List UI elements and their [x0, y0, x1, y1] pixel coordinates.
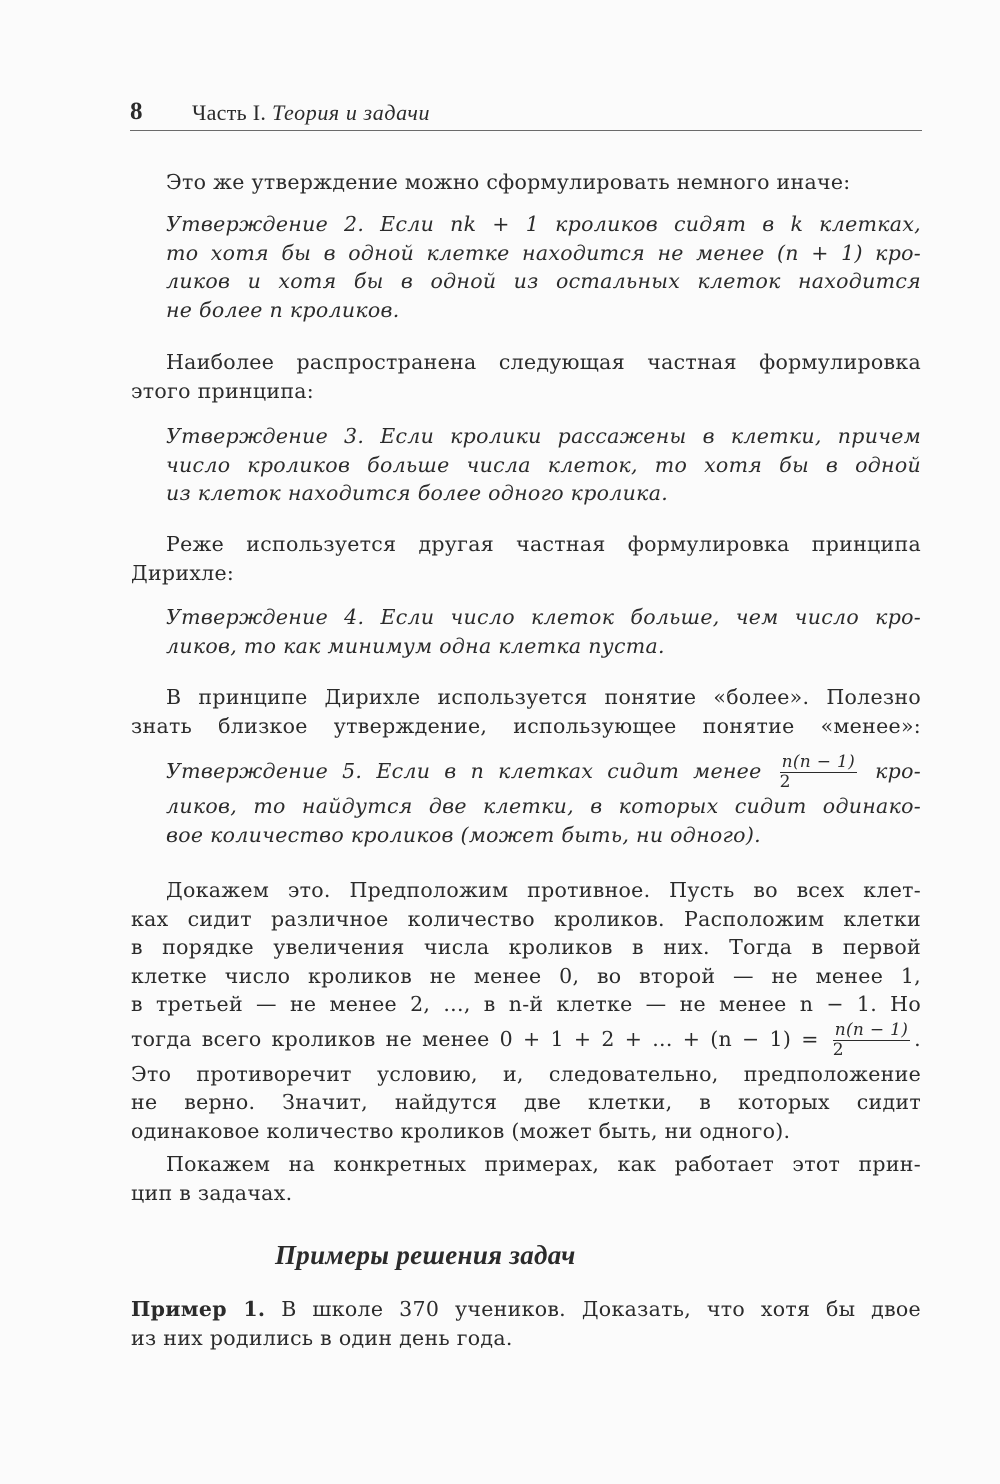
- fraction: [780, 753, 857, 792]
- text-line: из клеток находится более одного кролика.: [166, 481, 669, 505]
- proof-sum-text: тогда всего кроликов не менее 0 + 1 + 2 + ... + (n − 1) =: [131, 1026, 819, 1051]
- text-line: клетке число кроликов не менее 0, во второй — не менее 1,: [131, 963, 921, 988]
- paragraph-less-concept: [131, 683, 921, 740]
- fraction-denominator: 2: [832, 1039, 844, 1060]
- text-line: этого принципа:: [131, 378, 315, 403]
- fraction-numerator: n(n − 1): [781, 752, 856, 772]
- text-line: цип в задачах.: [131, 1180, 293, 1205]
- paragraph-rare-formulation: [131, 530, 921, 587]
- paragraph-examples-intro: [131, 1150, 921, 1207]
- text-line: ликов и хотя бы в одной из остальных клеток находится: [166, 269, 921, 293]
- page-number: 8: [130, 98, 143, 125]
- text-line: [131, 1295, 921, 1324]
- text-line: Это же утверждение можно сформулировать немного иначе:: [166, 170, 851, 194]
- example-label: Пример 1.: [131, 1297, 266, 1321]
- statement-5: [166, 752, 921, 849]
- text-line: одинаковое количество кроликов (может быть, ни одного).: [131, 1118, 791, 1143]
- fraction-denominator: 2: [779, 772, 791, 792]
- page-header: [130, 96, 922, 131]
- text-line: число кроликов больше числа клеток, то хотя бы в одной: [166, 452, 921, 477]
- example-1-text: В школе 370 учеников. Доказать, что хотя бы двое: [281, 1297, 921, 1321]
- text-line: Наиболее распространена следующая частная формулировка: [166, 350, 921, 374]
- example-1: [131, 1295, 921, 1352]
- text-line: Дирихле:: [131, 560, 235, 585]
- text-line: [166, 752, 921, 792]
- section-title: Примеры решения задач: [275, 1240, 576, 1270]
- text-line: Утверждение 3. Если кролики рассажены в клетки, причем: [166, 424, 921, 448]
- text-line: Это противоречит условию, и, следовательно, предположение: [131, 1061, 921, 1086]
- paragraph-proof: [131, 876, 921, 1145]
- paragraph-intro: [166, 168, 921, 197]
- part-label: Часть I.: [192, 100, 267, 125]
- statement-3: [166, 422, 921, 508]
- text-line: [131, 1019, 921, 1060]
- text-line: не верно. Значит, найдутся две клетки, в которых сидит: [131, 1090, 921, 1114]
- text-line: ках сидит различное количество кроликов. Расположим клетки: [131, 906, 921, 931]
- text-line: Утверждение 4. Если число клеток больше, чем число кро-: [166, 605, 921, 629]
- statement-5-text-a: Утверждение 5. Если в n клетках сидит менее: [166, 759, 762, 783]
- part-title: Теория и задачи: [272, 100, 431, 125]
- text-line: то хотя бы в одной клетке находится не менее (n + 1) кро-: [166, 240, 921, 265]
- text-line: в порядке увеличения числа кроликов в них. Тогда в первой: [131, 935, 921, 959]
- statement-5-text-b: кро-: [875, 759, 921, 783]
- text-line: не более n кроликов.: [166, 297, 400, 322]
- fraction-numerator: n(n − 1): [834, 1019, 909, 1040]
- text-line: Докажем это. Предположим противное. Пусть во всех клет-: [166, 878, 921, 902]
- running-title: [192, 100, 430, 126]
- statement-4: [166, 603, 921, 660]
- text-line: знать близкое утверждение, использующее понятие «менее»:: [131, 713, 921, 738]
- text-line: ликов, то как минимум одна клетка пуста.: [166, 633, 665, 658]
- text-line: Реже используется другая частная формулировка принципа: [166, 532, 921, 556]
- text-line: из них родились в один день года.: [131, 1325, 513, 1350]
- text-line: Покажем на конкретных примерах, как работает этот прин-: [166, 1152, 921, 1176]
- text-line: В принципе Дирихле используется понятие «более». Полезно: [166, 685, 921, 709]
- text-line: в третьей — не менее 2, ..., в n-й клетке — не менее n − 1. Но: [131, 992, 921, 1016]
- text-line: вое количество кроликов (может быть, ни одного).: [166, 822, 761, 847]
- proof-sum-period: .: [914, 1026, 921, 1051]
- fraction: [833, 1021, 910, 1060]
- text-line: ликов, то найдутся две клетки, в которых сидит одинако-: [166, 794, 921, 818]
- text-line: Утверждение 2. Если nk + 1 кроликов сидят в k клетках,: [166, 212, 921, 236]
- paragraph-common-formulation: [131, 348, 921, 405]
- statement-2: [166, 210, 921, 324]
